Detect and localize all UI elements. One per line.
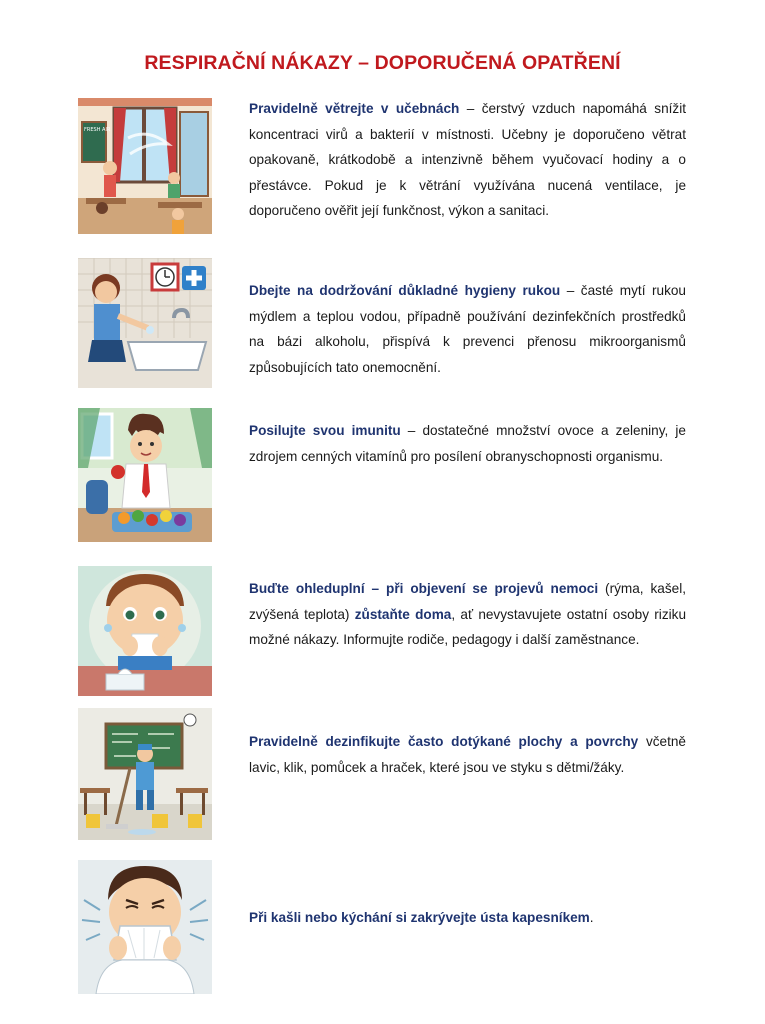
healthy-food-illustration — [78, 408, 212, 542]
measure-immunity — [249, 418, 686, 469]
measure-stay-home-heading: Buďte ohleduplní – při objevení se projevů nemoci — [249, 581, 599, 596]
measure-stay-home-highlight: zůstaňte doma — [354, 606, 452, 622]
measure-ventilation-text: – čerstvý vzduch napomáhá snížit koncentraci virů a bakterií v místnosti. Učebny je doporučeno větrat opakovaně, krátkodobě a intenzivně během vyučovací hodiny a o přestávce. Pokud je k větrání využívána nucená ventilace, je doporučeno ověřit její funkčnost, výkon a sanitaci. — [249, 101, 686, 219]
measure-hand-hygiene — [249, 278, 686, 380]
measure-hand-hygiene-text: – časté mytí rukou mýdlem a teplou vodou, případně používání dezinfekčních prostředků na bázi alkoholu, přispívá k prevenci přenosu mikroorganismů způsobujících tato onemocnění. — [249, 283, 686, 375]
janitor-disinfecting-illustration — [78, 708, 212, 840]
cough-sneeze-tissue-illustration — [78, 860, 212, 994]
measure-ventilation — [249, 96, 686, 224]
measure-stay-home-text-end: , ať nevystavujete ostatní osoby riziku možné nákazy. Informujte rodiče, pedagogy i další zaměstnance. — [249, 606, 687, 648]
measure-cough-etiquette — [249, 905, 686, 931]
measure-ventilation-heading: Pravidelně větrejte v učebnách — [249, 101, 460, 116]
measure-stay-home-text: (rýma, kašel, zvýšená teplota) — [249, 581, 686, 622]
measure-hand-hygiene-heading: Dbejte na dodržování důkladné hygieny rukou — [249, 283, 561, 298]
measure-stay-home — [249, 576, 686, 653]
measure-disinfection — [249, 729, 686, 780]
measure-cough-etiquette-text: . — [589, 910, 594, 925]
handwashing-illustration — [78, 258, 212, 388]
measure-immunity-text: – dostatečné množství ovoce a zeleniny, je zdrojem cenných vitamínů pro posílení obranyschopnosti organismu. — [249, 423, 686, 464]
measure-disinfection-text: včetně lavic, klik, pomůcek a hraček, které jsou ve styku s dětmi/žáky. — [249, 734, 686, 775]
board-text: FRESH AIR — [84, 127, 111, 133]
classroom-ventilation-illustration — [78, 98, 212, 234]
page-title: RESPIRAČNÍ NÁKAZY – DOPORUČENÁ OPATŘENÍ — [144, 52, 621, 74]
measure-immunity-heading: Posilujte svou imunitu — [249, 423, 401, 438]
measure-cough-etiquette-heading: Při kašli nebo kýchání si zakrývejte ústa kapesníkem — [249, 910, 590, 925]
sick-child-tissue-illustration — [78, 566, 212, 696]
measure-disinfection-heading: Pravidelně dezinfikujte často dotýkané plochy a povrchy — [249, 734, 639, 749]
